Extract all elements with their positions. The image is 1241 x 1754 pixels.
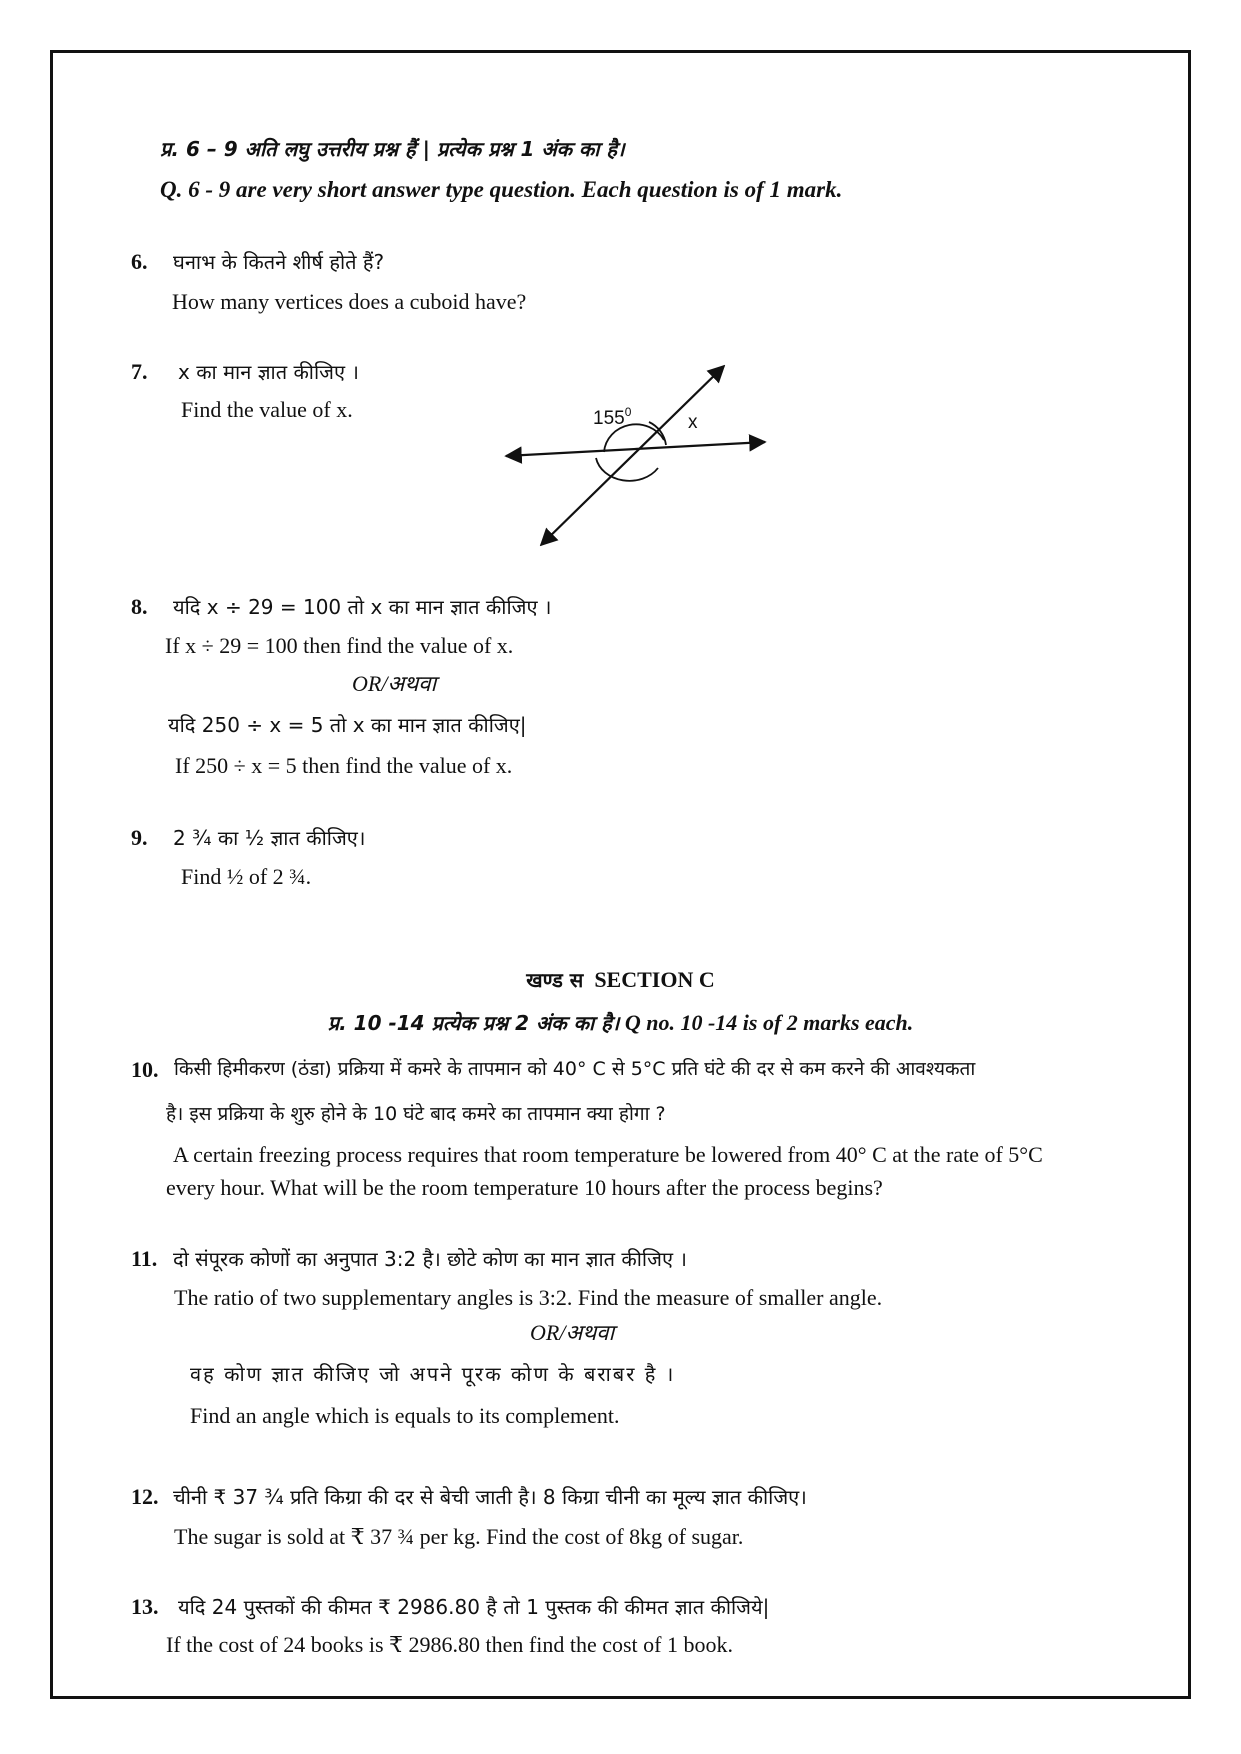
instructions-english: Q. 6 - 9 are very short answer type question. Each question is of 1 mark. [160, 177, 843, 202]
q11-english: The ratio of two supplementary angles is 3:2. Find the measure of smaller angle. [174, 1285, 883, 1310]
q6-english: How many vertices does a cuboid have? [172, 289, 527, 314]
question-number: 13. [131, 1594, 159, 1619]
instructions-hindi: प्र. 6 – 9 अति लघु उत्तरीय प्रश्न हैं | प्रत्येक प्रश्न 1 अंक का है। [160, 137, 625, 161]
q13-hindi: यदि 24 पुस्तकों की कीमत ₹ 2986.80 है तो 1 पुस्तक की कीमत ज्ञात कीजिये| [178, 1595, 770, 1619]
q12-hindi: चीनी ₹ 37 ¾ प्रति किग्रा की दर से बेची जाती है। 8 किग्रा चीनी का मूल्य ज्ञात कीजिए। [173, 1485, 807, 1509]
q11-alt-hindi: वह कोण ज्ञात कीजिए जो अपने पूरक कोण के बराबर है । [190, 1362, 676, 1386]
question-number: 10. [131, 1057, 159, 1082]
q8-alt-hindi: यदि 250 ÷ x = 5 तो x का मान ज्ञात कीजिए| [168, 713, 527, 737]
q7-english: Find the value of x. [181, 397, 353, 422]
intersecting-lines-figure [490, 350, 790, 550]
section-c-marks-note: प्र. 10 -14 प्रत्येक प्रश्न 2 अंक का है। Q no. 10 -14 is of 2 marks each. [327, 1010, 914, 1035]
q9-hindi: 2 ¾ का ½ ज्ञात कीजिए। [173, 826, 366, 850]
question-number: 12. [131, 1484, 159, 1509]
q8-alt-english: If 250 ÷ x = 5 then find the value of x. [175, 753, 513, 778]
q11-alt-english: Find an angle which is equals to its complement. [190, 1403, 620, 1428]
question-number: 6. [131, 249, 148, 274]
question-number: 9. [131, 825, 148, 850]
angle-label-155: $155^0$ [593, 405, 632, 429]
q9-english: Find ½ of 2 ¾. [181, 864, 312, 889]
q10-hindi-line2: है। इस प्रक्रिया के शुरु होने के 10 घंटे बाद कमरे का तापमान क्या होगा ? [166, 1103, 666, 1125]
or-label: OR/अथवा [352, 671, 437, 696]
q13-english: If the cost of 24 books is ₹ 2986.80 then find the cost of 1 book. [166, 1632, 733, 1657]
question-number: 8. [131, 594, 148, 619]
question-number: 7. [131, 359, 148, 384]
q10-english-line1: A certain freezing process requires that room temperature be lowered from 40° C at the rate of 5°C [173, 1142, 1043, 1167]
q12-english: The sugar is sold at ₹ 37 ¾ per kg. Find the cost of 8kg of sugar. [174, 1524, 744, 1549]
q8-hindi: यदि x ÷ 29 = 100 तो x का मान ज्ञात कीजिए । [173, 595, 552, 619]
or-label: OR/अथवा [530, 1320, 615, 1345]
transversal-line [541, 366, 724, 545]
question-number: 11. [131, 1246, 158, 1271]
q8-english: If x ÷ 29 = 100 then find the value of x. [165, 633, 514, 658]
q11-hindi: दो संपूरक कोणों का अनुपात 3:2 है। छोटे कोण का मान ज्ञात कीजिए । [173, 1247, 687, 1271]
section-c-title: खण्ड स SECTION C [526, 967, 715, 992]
q6-hindi: घनाभ के कितने शीर्ष होते हैं? [173, 250, 385, 274]
q10-hindi-line1: किसी हिमीकरण (ठंडा) प्रक्रिया में कमरे के तापमान को 40° C से 5°C प्रति घंटे की दर से कम करने की आवश्यकता [174, 1058, 976, 1080]
q7-hindi: x का मान ज्ञात कीजिए । [178, 360, 360, 384]
angle-label-x: x [688, 412, 698, 433]
q10-english-line2: every hour. What will be the room temperature 10 hours after the process begins? [166, 1175, 883, 1200]
